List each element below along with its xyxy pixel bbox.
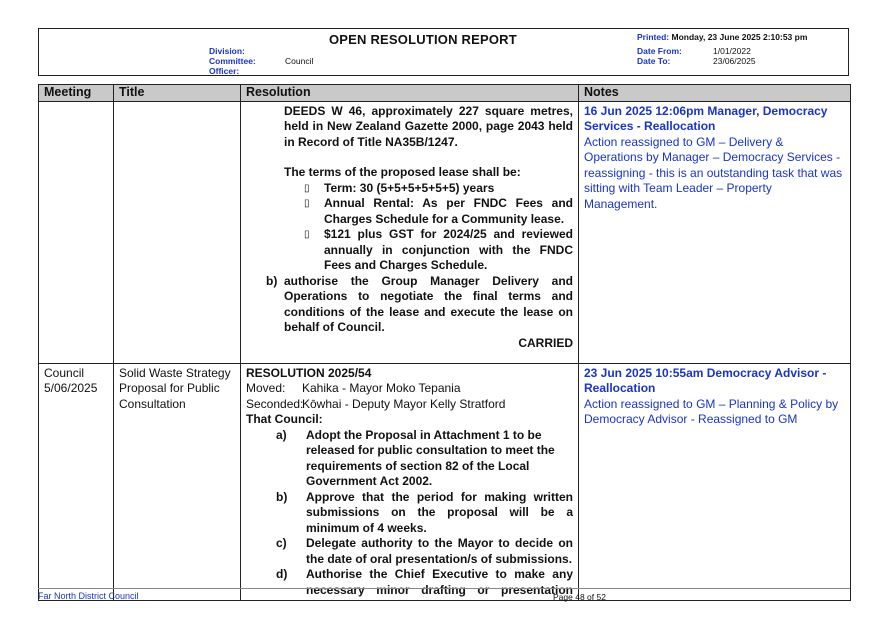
date-from-label: Date From: (637, 46, 682, 56)
officer-label: Officer: (209, 66, 240, 76)
note-text: Action reassigned to GM – Planning & Policy by Democracy Advisor - Reassigned to GM (584, 396, 839, 426)
printed-label: Printed: (637, 32, 670, 42)
footer-organisation: Far North District Council (38, 591, 139, 601)
list-item: c) Delegate authority to the Mayor to decide on the date of oral presentation/s of submissions. (276, 536, 573, 566)
list-item: a) Adopt the Proposal in Attachment 1 to be released for public consultation to meet the requirements of section 82 of the Local Government Act 2002. (276, 427, 555, 488)
page-number: Page 48 of 52 (553, 592, 606, 602)
committee-label: Committee: (209, 56, 256, 66)
list-item: ▯ Term: 30 (5+5+5+5+5+5) years (304, 180, 495, 195)
printed-stamp (637, 32, 807, 42)
date-from-value: 1/01/2022 (713, 46, 751, 56)
resolution-heading: RESOLUTION 2025/54 (246, 365, 372, 380)
lease-terms-heading: The terms of the proposed lease shall be: (284, 165, 521, 179)
column-header-meeting: Meeting (39, 85, 114, 102)
division-label: Division: (209, 46, 245, 56)
note-heading: 23 Jun 2025 10:55am Democracy Advisor - Reallocation (584, 365, 827, 395)
footer-divider (38, 588, 850, 589)
moved-line: Moved: Kahika - Mayor Moko Tepania (246, 381, 461, 395)
resolution-cell (241, 363, 579, 601)
committee-value: Council (285, 56, 314, 66)
date-to-label: Date To: (637, 56, 671, 66)
column-header-title: Title (114, 85, 241, 102)
meeting-cell (39, 363, 114, 601)
resolution-table (38, 84, 851, 601)
table-row (39, 363, 851, 601)
list-item: d) Authorise the Chief Executive to make any necessary minor drafting or presentation (276, 567, 573, 597)
meeting-date: 5/06/2025 (44, 381, 98, 395)
seconded-line: Seconded: Kōwhai - Deputy Mayor Kelly Stratford (246, 396, 506, 411)
resolution-clause-b: b) authorise the Group Manager Delivery and Operations to negotiate the final terms and conditions of the lease and execute the lease on behalf of Council. (266, 273, 573, 334)
carried-label: CARRIED (518, 335, 573, 350)
meeting-name: Council (44, 365, 85, 380)
header-labels (209, 46, 256, 76)
column-header-resolution: Resolution (241, 85, 579, 102)
report-title: OPEN RESOLUTION REPORT (329, 32, 517, 47)
bullet-glyph: ▯ (304, 198, 310, 209)
table-header-row (39, 85, 851, 102)
notes-cell (579, 101, 851, 363)
title-cell (114, 101, 241, 363)
list-item: ▯ Annual Rental: As per FNDC Fees and Charges Schedule for a Community lease. (304, 196, 573, 226)
date-range (637, 46, 756, 66)
note-heading: 16 Jun 2025 12:06pm Manager, Democracy Services - Reallocation (584, 103, 828, 133)
resolution-cell (241, 101, 579, 363)
report-header (38, 28, 849, 76)
date-to-value: 23/06/2025 (713, 56, 756, 66)
bullet-glyph: ▯ (304, 182, 310, 194)
list-item: ▯ $121 plus GST for 2024/25 and reviewed annually in conjunction with the FNDC Fees and Charges Schedule. (304, 227, 573, 272)
bullet-glyph: ▯ (304, 229, 310, 240)
note-text: Action reassigned to GM – Delivery & Operations by Manager – Democracy Services - reassigning - this is an outstanding task that was sitting with Team Leader – Property Management. (584, 134, 843, 211)
that-council-label: That Council: (246, 412, 323, 426)
table-row (39, 101, 851, 363)
meeting-cell (39, 101, 114, 363)
resolution-paragraph: DEEDS W 46, approximately 227 square metres, held in New Zealand Gazette 2000, page 2043 held in Record of Title NA35B/1247. (284, 103, 573, 149)
list-item: b) Approve that the period for making written submissions on the proposal will be a minimum of 4 weeks. (276, 489, 573, 535)
printed-value: Monday, 23 June 2025 2:10:53 pm (671, 32, 808, 42)
notes-cell (579, 363, 851, 601)
column-header-notes: Notes (579, 85, 851, 102)
title-cell: Solid Waste Strategy Proposal for Public Consultation (114, 363, 241, 601)
